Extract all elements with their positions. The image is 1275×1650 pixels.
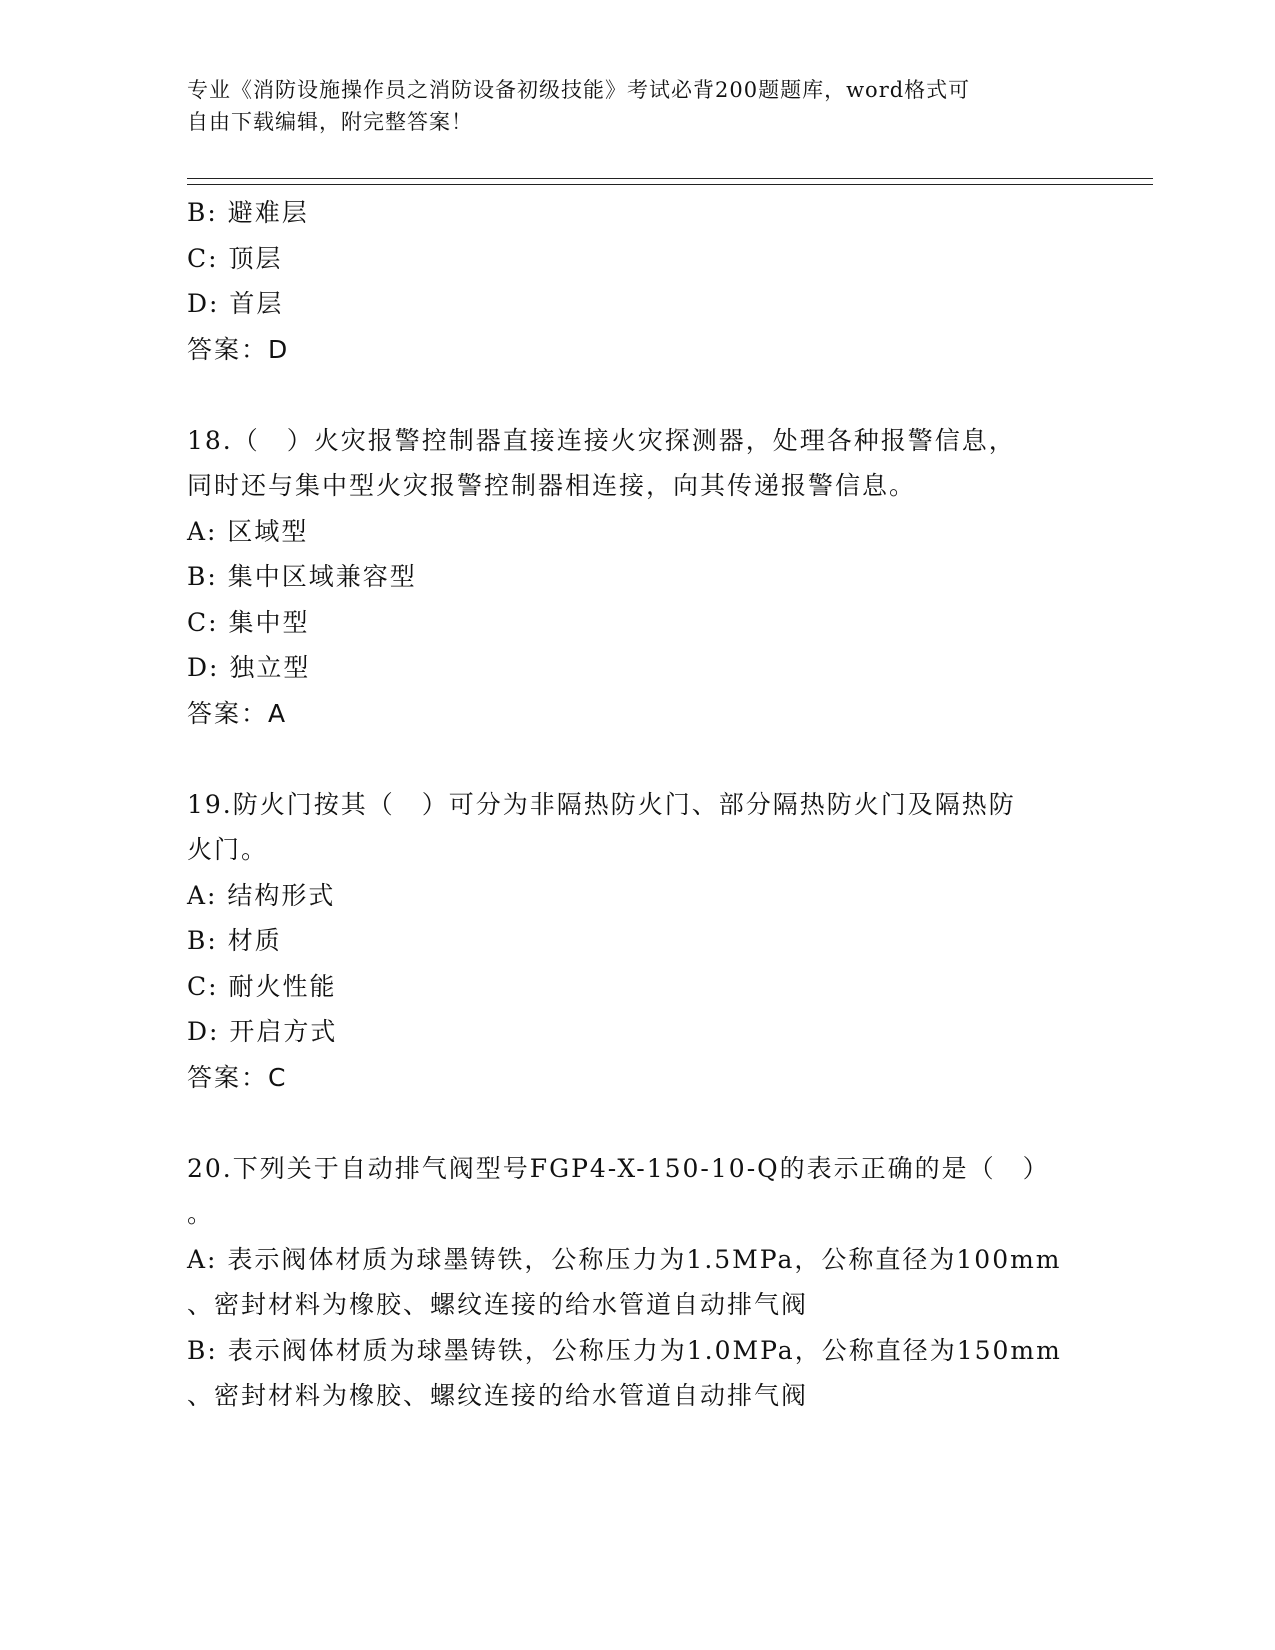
option-b: B: 避难层 [187,198,309,227]
header-line-1: 专业《消防设施操作员之消防设备初级技能》考试必背200题题库，word格式可 [187,78,971,102]
question-stem-line-1: 20.下列关于自动排气阀型号FGP4-X-150-10-Q的表示正确的是（ ） [187,1153,1050,1183]
option-d: D: 开启方式 [187,1017,338,1046]
answer: 答案：C [187,1062,288,1092]
option-b: B: 集中区域兼容型 [187,562,417,591]
answer: 答案：A [187,698,288,728]
option-c: C: 集中型 [187,607,310,637]
option-d: D: 首层 [187,289,284,318]
question-stem-line-1: 19.防火门按其（ ）可分为非隔热防火门、部分隔热防火门及隔热防 [187,789,1016,819]
header-divider-top [187,178,1153,179]
option-a: A: 结构形式 [187,880,336,910]
option-c: C: 耐火性能 [187,971,337,1001]
question-stem-line-2: 火门。 [187,835,269,864]
document-header [187,74,1067,138]
option-b-line-1: B: 表示阀体材质为球墨铸铁，公称压力为1.0MPa，公称直径为150mm [187,1335,1062,1365]
question-stem-line-2: 。 [187,1199,215,1228]
answer: 答案：D [187,334,290,364]
option-c: C: 顶层 [187,243,283,273]
option-a-line-2: 、密封材料为橡胶、螺纹连接的给水管道自动排气阀 [187,1290,809,1319]
question-stem-line-2: 同时还与集中型火灾报警控制器相连接，向其传递报警信息。 [187,471,917,500]
option-a-line-1: A: 表示阀体材质为球墨铸铁，公称压力为1.5MPa，公称直径为100mm [187,1244,1062,1274]
question-19 [187,782,1087,1101]
option-b: B: 材质 [187,926,282,955]
option-b-line-2: 、密封材料为橡胶、螺纹连接的给水管道自动排气阀 [187,1381,809,1410]
question-18 [187,418,1087,737]
option-a: A: 区域型 [187,516,309,546]
question-20 [187,1146,1087,1419]
header-line-2: 自由下载编辑，附完整答案！ [187,110,473,134]
question-stem-line-1: 18.（ ）火灾报警控制器直接连接火灾探测器，处理各种报警信息， [187,425,1016,455]
question-17 [187,190,1087,372]
header-divider-bottom [187,184,1153,185]
option-d: D: 独立型 [187,653,311,682]
question-list [187,190,1087,1419]
